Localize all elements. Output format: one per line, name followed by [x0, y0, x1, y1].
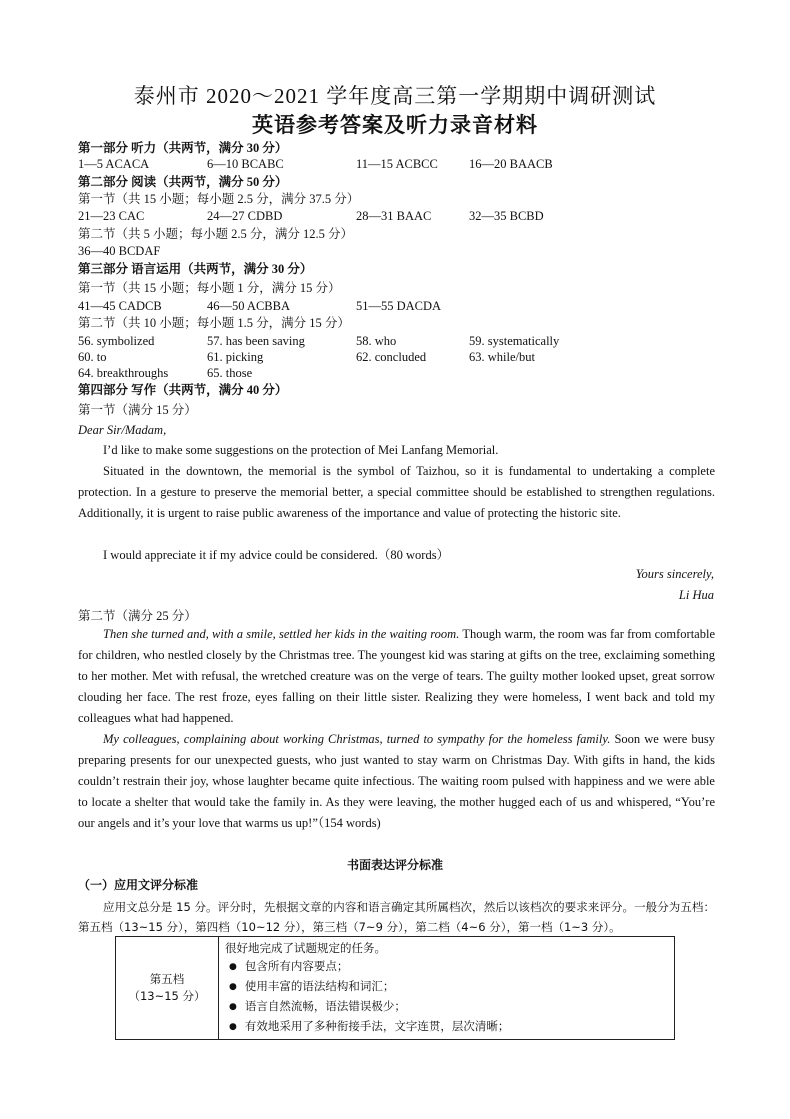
part2-sec1-heading: 第一节（共 15 小题；每小题 2.5 分，满分 37.5 分） — [78, 192, 360, 206]
part1-heading: 第一部分 听力（共两节，满分 30 分） — [78, 141, 288, 155]
story-paragraph-2 — [78, 729, 715, 834]
criteria-bullet: ● 包含所有内容要点； — [225, 957, 668, 977]
answer-group: 36—40 BCDAF — [78, 244, 161, 258]
level-cell — [116, 937, 219, 1040]
letter-paragraph: I would appreciate it if my advice could be considered.（80 words） — [103, 548, 450, 562]
answer-item: 65. those — [207, 366, 253, 380]
story-body: Though warm, the room was far from comfortable for children, who nestled closely by the Christmas tree. The youngest kid was staring at gifts on the tree, exclaiming something to her mother. Met with refusal, the wretched creature was on the verge of tears. The guilty mother looked upset, great sorrow clouding her face. The rest froze, eyes falling on their little sister. Realizing they were homeless, I went back and told my colleagues what had happened. — [78, 627, 715, 725]
part2-sec2-heading: 第二节（共 5 小题；每小题 2.5 分，满分 12.5 分） — [78, 227, 354, 241]
page-subtitle: 英语参考答案及听力录音材料 — [252, 113, 538, 137]
part4-heading: 第四部分 写作（共两节，满分 40 分） — [78, 383, 288, 397]
answer-group: 41—45 CADCB — [78, 299, 162, 313]
part3-heading: 第三部分 语言运用（共两节，满分 30 分） — [78, 262, 313, 276]
answer-item: 56. symbolized — [78, 334, 155, 348]
story-body: Soon we were busy preparing presents for our unexpected guests, who just wanted to stay warm on Christmas Day. With gifts in hand, the kids couldn’t restrain their joy, whose laughter became quite infectious. The waiting room pulsed with happiness and we were able to locate a shelter that would take the family in. As they were leaving, the mother hugged each of us and whispered, “You’re our angels and it’s your love that warms us up!”（154 words) — [78, 732, 715, 830]
criteria-subtitle: （一）应用文评分标准 — [78, 878, 199, 892]
level-description: 很好地完成了试题规定的任务。 — [225, 941, 386, 955]
story-lead-sentence: Then she turned and, with a smile, settled her kids in the waiting room. — [103, 627, 460, 641]
part3-sec2-heading: 第二节（共 10 小题；每小题 1.5 分，满分 15 分） — [78, 316, 350, 330]
answer-group: 24—27 CDBD — [207, 209, 283, 223]
criteria-title: 书面表达评分标准 — [346, 858, 443, 872]
answer-item: 58. who — [356, 334, 397, 348]
letter-paragraph: I’d like to make some suggestions on the protection of Mei Lanfang Memorial. — [103, 443, 499, 457]
answer-group: 32—35 BCBD — [469, 209, 544, 223]
answer-group: 11—15 ACBCC — [356, 157, 438, 171]
page-title: 泰州市 2020～2021 学年度高三第一学期期中调研测试 — [133, 84, 657, 108]
criteria-bullet: ● 语言自然流畅，语法错误极少； — [225, 997, 668, 1017]
answer-group: 28—31 BAAC — [356, 209, 432, 223]
letter-signature: Li Hua — [678, 588, 714, 602]
answer-item: 61. picking — [207, 350, 264, 364]
table-row — [116, 937, 675, 1040]
part4-sec2-heading: 第二节（满分 25 分） — [78, 609, 197, 623]
answer-item: 62. concluded — [356, 350, 427, 364]
letter-closing: Yours sincerely, — [635, 567, 714, 581]
answer-group: 16—20 BAACB — [469, 157, 553, 171]
story-paragraph-1 — [78, 624, 715, 729]
story-lead-sentence: My colleagues, complaining about working Christmas, turned to sympathy for the homeless family. — [103, 732, 611, 746]
scoring-table — [115, 936, 675, 1040]
description-cell — [219, 937, 675, 1040]
level-range: （13~15 分） — [128, 989, 206, 1003]
letter-paragraph: Situated in the downtown, the memorial is the symbol of Taizhou, so it is fundamental to undertaking a complete protection. In a gesture to preserve the memorial better, a special committee should be established to strengthen regulations. Additionally, it is urgent to raise public awareness of the importance and value of protecting the historic site. — [78, 464, 715, 520]
part2-heading: 第二部分 阅读（共两节，满分 50 分） — [78, 175, 288, 189]
answer-item: 63. while/but — [469, 350, 535, 364]
criteria-bullet: ● 使用丰富的语法结构和词汇； — [225, 977, 668, 997]
letter-salutation: Dear Sir/Madam, — [78, 423, 167, 437]
criteria-bullet: ● 有效地采用了多种衔接手法，文字连贯，层次清晰； — [225, 1017, 668, 1037]
answer-item: 64. breakthroughs — [78, 366, 169, 380]
answer-group: 21—23 CAC — [78, 209, 145, 223]
part4-sec1-heading: 第一节（满分 15 分） — [78, 403, 197, 417]
answer-group: 6—10 BCABC — [207, 157, 284, 171]
answer-item: 59. systematically — [469, 334, 560, 348]
criteria-intro: 应用文总分是 15 分。评分时，先根据文章的内容和语言确定其所属档次，然后以该档次的要求来评分。一般分为五档：第五档（13~15 分），第四档（10~12 分），第三档（7~9 分），第二档（4~6 分），第一档（1~3 分）。 — [78, 900, 715, 934]
part3-sec1-heading: 第一节（共 15 小题；每小题 1 分，满分 15 分） — [78, 281, 341, 295]
answer-group: 1—5 ACACA — [78, 157, 150, 171]
answer-group: 51—55 DACDA — [356, 299, 442, 313]
answer-item: 60. to — [78, 350, 107, 364]
answer-item: 57. has been saving — [207, 334, 305, 348]
level-name: 第五档 — [149, 972, 185, 986]
answer-group: 46—50 ACBBA — [207, 299, 291, 313]
